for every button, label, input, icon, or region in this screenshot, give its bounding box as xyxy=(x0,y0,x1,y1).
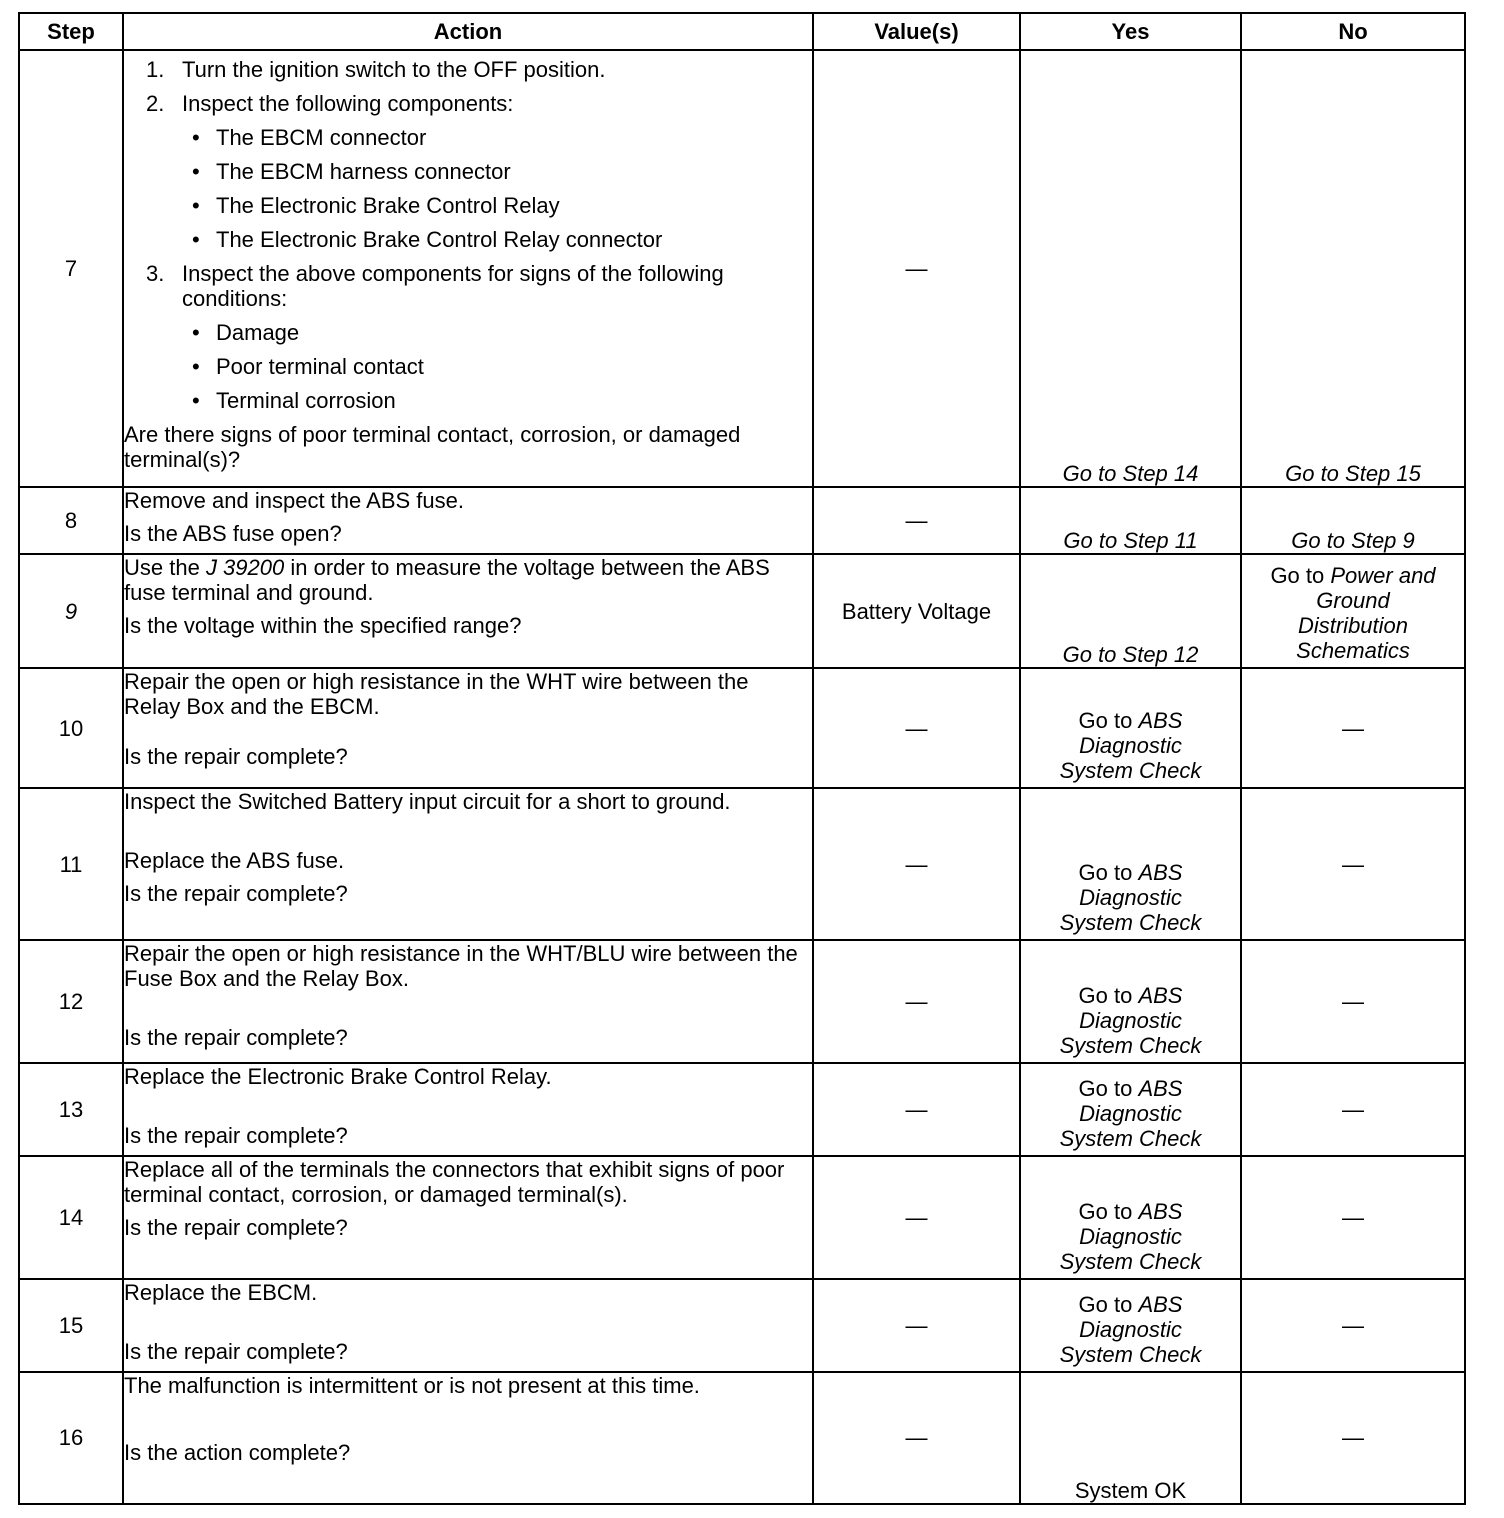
list-item xyxy=(124,57,812,82)
action-text: Replace the ABS fuse. xyxy=(124,848,345,874)
action-text xyxy=(124,555,812,605)
yes-result-pre: Go to xyxy=(1078,1291,1139,1317)
question-text: Is the repair complete? xyxy=(124,881,348,907)
yes-result xyxy=(1020,1063,1241,1156)
diagnostic-table xyxy=(18,12,1466,1505)
abs-check-link[interactable]: ABS Diagnostic System Check xyxy=(1059,708,1202,784)
question-text: Is the action complete? xyxy=(124,1439,351,1465)
action-cell xyxy=(123,1063,813,1156)
yes-result-pre: Go to xyxy=(1078,1198,1139,1224)
tool-reference: J 39200 xyxy=(205,555,285,581)
list-item xyxy=(124,261,812,413)
abs-check-link[interactable]: ABS Diagnostic System Check xyxy=(1059,859,1202,935)
step-number: 10 xyxy=(19,668,123,788)
bullet-icon: • xyxy=(192,193,200,218)
list-item-text: Terminal corrosion xyxy=(216,388,396,413)
no-result: — xyxy=(1241,668,1465,788)
list-number: 1. xyxy=(146,57,165,82)
yes-result-pre: Go to xyxy=(1078,859,1139,885)
question-text: Is the repair complete? xyxy=(124,1214,348,1240)
abs-check-link[interactable]: ABS Diagnostic System Check xyxy=(1059,1198,1202,1274)
table-row xyxy=(19,1063,1465,1156)
no-result: — xyxy=(1241,788,1465,939)
no-result: — xyxy=(1241,1372,1465,1504)
yes-result xyxy=(1020,788,1241,939)
list-item-text: The Electronic Brake Control Relay connector xyxy=(216,227,663,252)
bullet-icon: • xyxy=(192,125,200,150)
action-text: Repair the open or high resistance in the WHT wire between the Relay Box and the EBCM. xyxy=(124,669,749,720)
conditions-list xyxy=(124,320,742,413)
list-item-text: Damage xyxy=(216,320,300,345)
table-row xyxy=(19,487,1465,554)
step-number: 8 xyxy=(19,487,123,554)
no-result: — xyxy=(1241,1063,1465,1156)
table-row xyxy=(19,1279,1465,1372)
action-text: Replace the Electronic Brake Control Relay. xyxy=(124,1063,552,1089)
action-cell xyxy=(123,1372,813,1504)
list-item-text: The EBCM connector xyxy=(216,125,427,150)
list-item xyxy=(124,227,812,252)
list-item xyxy=(124,125,812,150)
abs-check-link[interactable]: ABS Diagnostic System Check xyxy=(1059,1075,1202,1151)
no-result: Go to Step 15 xyxy=(1241,50,1465,487)
list-item xyxy=(124,91,812,252)
action-cell xyxy=(123,940,813,1063)
action-text: Replace all of the terminals the connectors that exhibit signs of poor terminal contact, corrosion, or damaged terminal(s). xyxy=(124,1156,785,1207)
step-number: 15 xyxy=(19,1279,123,1372)
value-cell: — xyxy=(813,788,1020,939)
table-row xyxy=(19,788,1465,939)
yes-result-pre: Go to xyxy=(1078,982,1139,1008)
list-item xyxy=(124,159,812,184)
action-cell xyxy=(123,487,813,554)
value-cell: — xyxy=(813,487,1020,554)
header-values: Value(s) xyxy=(813,13,1020,50)
bullet-icon: • xyxy=(192,354,200,379)
action-cell xyxy=(123,788,813,939)
list-item-text: Inspect the following components: xyxy=(182,91,514,116)
step-number: 12 xyxy=(19,940,123,1063)
no-result: — xyxy=(1241,1156,1465,1279)
list-item-text: Inspect the above components for signs of the following conditions: xyxy=(182,261,724,311)
value-cell: — xyxy=(813,50,1020,487)
value-cell: Battery Voltage xyxy=(813,554,1020,668)
question-text: Is the ABS fuse open? xyxy=(124,521,342,547)
value-cell: — xyxy=(813,940,1020,1063)
yes-result: Go to Step 14 xyxy=(1020,50,1241,487)
yes-result-pre: Go to xyxy=(1078,708,1139,734)
question-text: Is the repair complete? xyxy=(124,1024,348,1050)
yes-result: Go to Step 12 xyxy=(1020,554,1241,668)
list-item xyxy=(124,388,742,413)
table-row xyxy=(19,1372,1465,1504)
bullet-icon: • xyxy=(192,388,200,413)
question-text: Is the voltage within the specified range? xyxy=(124,613,522,639)
list-item xyxy=(124,354,742,379)
yes-result-pre: Go to xyxy=(1078,1075,1139,1101)
list-item xyxy=(124,193,812,218)
value-cell: — xyxy=(813,1156,1020,1279)
question-text: Is the repair complete? xyxy=(124,1338,348,1364)
step-number: 16 xyxy=(19,1372,123,1504)
question-text: Is the repair complete? xyxy=(124,744,348,770)
yes-result xyxy=(1020,1156,1241,1279)
yes-result: System OK xyxy=(1020,1372,1241,1504)
action-text: Inspect the Switched Battery input circuit for a short to ground. xyxy=(124,789,731,815)
procedure-list xyxy=(124,57,812,413)
no-result: — xyxy=(1241,1279,1465,1372)
no-result: — xyxy=(1241,940,1465,1063)
action-cell xyxy=(123,1156,813,1279)
question-text: Are there signs of poor terminal contact, corrosion, or damaged terminal(s)? xyxy=(124,422,741,472)
step-number: 14 xyxy=(19,1156,123,1279)
step-number: 9 xyxy=(19,554,123,668)
value-cell: — xyxy=(813,1372,1020,1504)
action-cell xyxy=(123,1279,813,1372)
list-number: 2. xyxy=(146,91,165,116)
action-text-post: in order to measure the voltage between the ABS fuse terminal and ground. xyxy=(124,555,770,606)
no-result: Go to Step 9 xyxy=(1241,487,1465,554)
table-row xyxy=(19,940,1465,1063)
step-number: 11 xyxy=(19,788,123,939)
header-step: Step xyxy=(19,13,123,50)
list-item-text: Poor terminal contact xyxy=(216,354,424,379)
list-item-text: Turn the ignition switch to the OFF position. xyxy=(182,57,606,82)
bullet-icon: • xyxy=(192,227,200,252)
abs-check-link[interactable]: ABS Diagnostic System Check xyxy=(1059,1291,1202,1367)
abs-check-link[interactable]: ABS Diagnostic System Check xyxy=(1059,982,1202,1058)
yes-result xyxy=(1020,668,1241,788)
action-text: Replace the EBCM. xyxy=(124,1279,318,1305)
no-result xyxy=(1241,554,1465,668)
bullet-icon: • xyxy=(192,320,200,345)
action-text: Remove and inspect the ABS fuse. xyxy=(124,488,464,514)
step-number: 7 xyxy=(19,50,123,487)
list-item-text: The Electronic Brake Control Relay xyxy=(216,193,560,218)
yes-result xyxy=(1020,940,1241,1063)
list-item xyxy=(124,320,742,345)
header-yes: Yes xyxy=(1020,13,1241,50)
table-row xyxy=(19,668,1465,788)
no-result-pre: Go to xyxy=(1270,563,1331,589)
header-action: Action xyxy=(123,13,813,50)
action-text-pre: Use the xyxy=(124,555,206,581)
header-row xyxy=(19,13,1465,50)
value-cell: — xyxy=(813,668,1020,788)
list-item-text: The EBCM harness connector xyxy=(216,159,511,184)
value-cell: — xyxy=(813,1063,1020,1156)
table-row xyxy=(19,50,1465,487)
question-text: Is the repair complete? xyxy=(124,1122,348,1148)
header-no: No xyxy=(1241,13,1465,50)
table-row xyxy=(19,1156,1465,1279)
action-cell xyxy=(123,50,813,487)
action-cell xyxy=(123,554,813,668)
list-number: 3. xyxy=(146,261,165,286)
table-row xyxy=(19,554,1465,668)
step-number: 13 xyxy=(19,1063,123,1156)
bullet-icon: • xyxy=(192,159,200,184)
yes-result: Go to Step 11 xyxy=(1020,487,1241,554)
components-list xyxy=(124,125,812,252)
action-text: The malfunction is intermittent or is not present at this time. xyxy=(124,1372,700,1398)
action-text: Repair the open or high resistance in the WHT/BLU wire between the Fuse Box and the Relay Box. xyxy=(124,940,798,991)
value-cell: — xyxy=(813,1279,1020,1372)
action-cell xyxy=(123,668,813,788)
yes-result xyxy=(1020,1279,1241,1372)
schematic-link[interactable]: Power and Ground Distribution Schematics xyxy=(1296,563,1436,664)
